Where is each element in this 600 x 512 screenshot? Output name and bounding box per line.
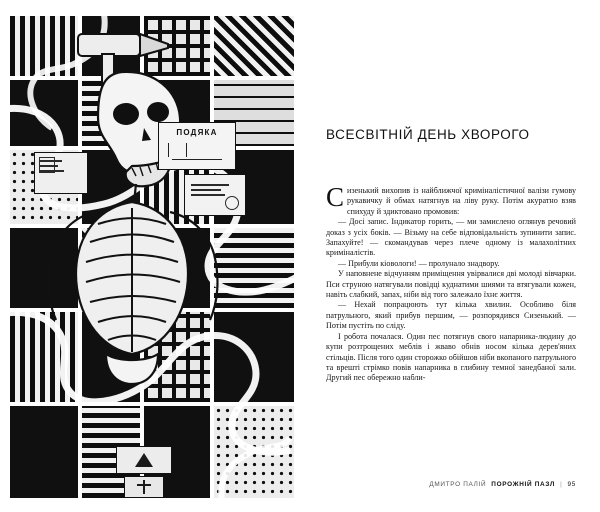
paragraph: — Прибули кіовологи! — пролунало знадвору. — [338, 258, 500, 268]
diploma-line — [191, 184, 229, 186]
emblem-plate — [124, 476, 164, 498]
page-number: 95 — [567, 481, 576, 488]
wall-plaque — [116, 446, 172, 474]
diploma-card — [184, 174, 246, 216]
body-text-column — [326, 182, 576, 384]
page-footer — [429, 481, 576, 488]
drop-cap: С — [326, 182, 345, 212]
seal-icon — [225, 196, 239, 210]
paragraph: У наповнене відчунням приміщення увірвалися дві молоді вівчарки. Пси струною натягували повідці куднатими шиями та втягували кожен, навіть слабкий, запах, ніби від того залежало їхнє життя. — [326, 269, 576, 300]
right-page — [300, 0, 600, 512]
paragraph: — Нехай попрацюють тут кілька хвилин. Особливо біля патрульного, який прибув першим, — розпорядився Сизенький. — Потім пустіть по сліду. — [326, 300, 576, 331]
signature-rule — [172, 159, 222, 160]
paragraph: — Досі запис. Індикатор горить, — ми замислено оглянув речовий доказ з усіх боків. — Візьму на себе відповідальність зупинити запис. Запахуйте! — скомандував через плече одному із малахолітних криміналістів. — [326, 217, 576, 258]
diploma-line — [191, 189, 221, 191]
paragraph-text: изенький вихопив із найближчої криміналістичної валізи гумову рукавичку й обмах натягнув на ліву руку. Потім акуратно взяв спихуду й здиктовано промовив: — [347, 186, 576, 216]
trident-icon — [137, 480, 151, 494]
gratitude-certificate-title: ПОДЯКА — [176, 128, 218, 137]
paragraph — [326, 182, 576, 217]
diploma-line — [191, 194, 225, 196]
photo-placeholder-icon — [39, 157, 55, 173]
paragraph: І робота почалася. Один пес потягнув свого напарника-людину до купи розтрощених меблів і жваво обнів носом кілька дерев'яних стільців. Після того один сторожко обійшов ніби вкопаного патрульного та врешті стрімко повів напарника в глибину темної занедбаної зали. Другий пес обережно набли- — [326, 331, 576, 383]
footer-title: ПОРОЖНІЙ ПАЗЛ — [491, 481, 556, 488]
signature-scribble — [164, 143, 230, 157]
chapter-title: ВСЕСВІТНІЙ ДЕНЬ ХВОРОГО — [326, 127, 530, 143]
gratitude-certificate-card — [158, 122, 236, 170]
framed-document — [34, 152, 88, 194]
skeleton-puzzle-illustration — [8, 14, 296, 500]
footer-separator: | — [560, 481, 563, 488]
footer-author: ДМИТРО ПАЛІЙ — [429, 481, 487, 488]
triangle-icon — [135, 453, 153, 467]
skeleton-figure — [36, 62, 246, 392]
